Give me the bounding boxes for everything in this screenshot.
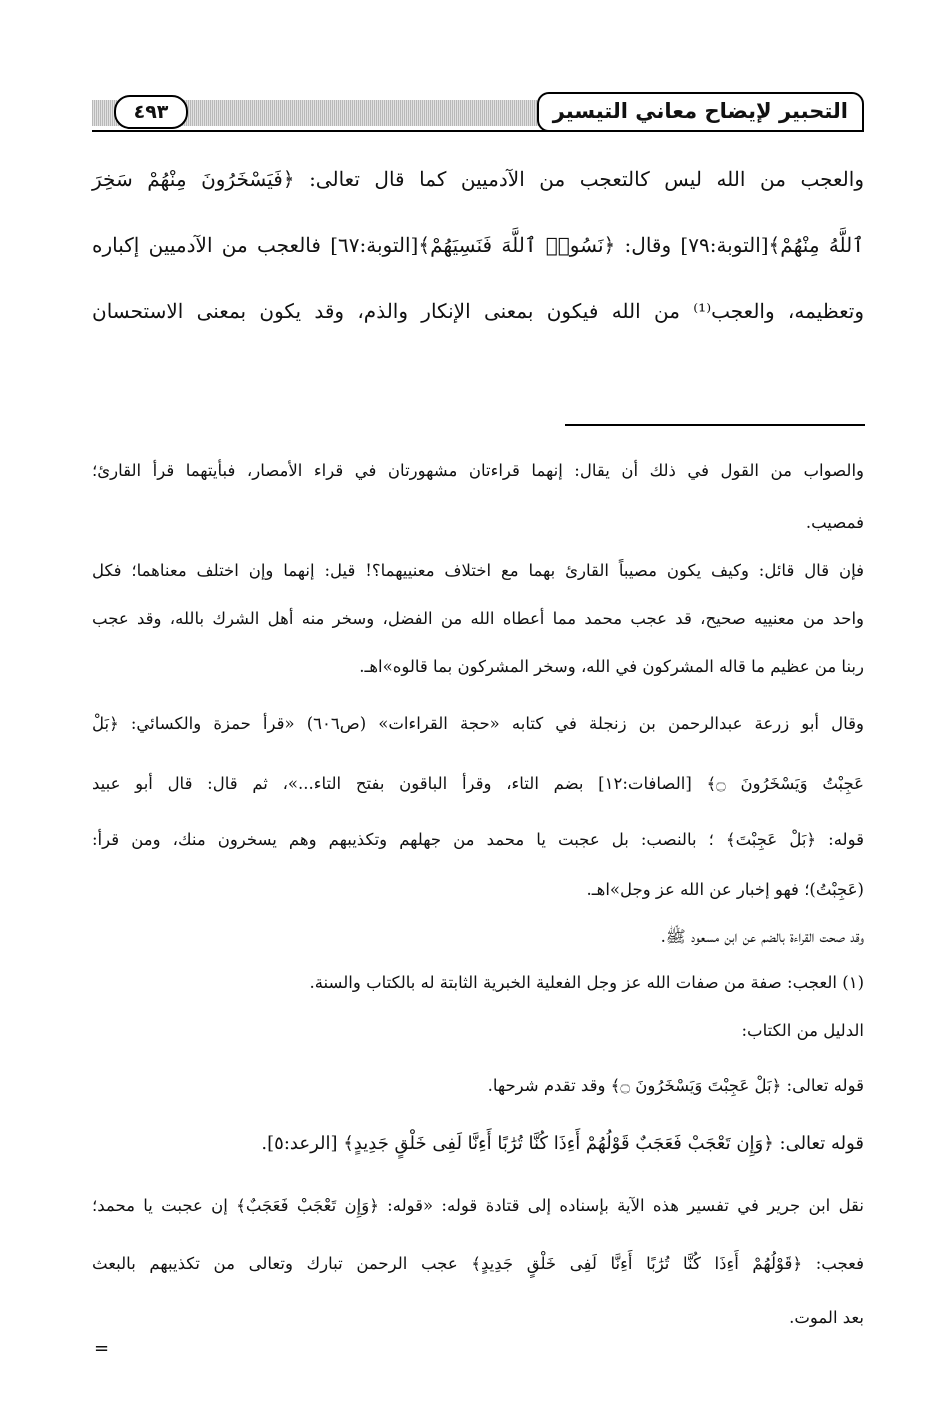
running-header	[92, 92, 864, 138]
main-line: وتعظيمه، والعجب⁽¹⁾ من الله فيكون بمعنى الإنكار والذم، وقد يكون بمعنى الاستحسان	[92, 299, 864, 323]
main-text	[92, 146, 864, 344]
main-line: ٱللَّهُ مِنْهُمْ﴾[التوبة:٧٩] وقال: ﴿نَسُوا۟ ٱللَّهَ فَنَسِيَهُمْ﴾[التوبة:٦٧] فالعجب من الآدميين إكباره	[92, 233, 864, 257]
main-line: والعجب من الله ليس كالتعجب من الآدميين كما قال تعالى: ﴿فَيَسْخَرُونَ مِنْهُمْ سَخِرَ	[92, 167, 864, 191]
footnote-line: فمصيب.	[805, 513, 864, 532]
footnote-line: قوله تعالى: ﴿بَلْ عَجِبْتَ وَيَسْخَرُونَ ۝﴾ وقد تقدم شرحها.	[487, 1076, 864, 1095]
footnote-line: واحد من معنييه صحيح، قد عجب محمد مما أعطاه الله من الفضل، وسخر منه أهل الشرك بالله، وقد عجب	[92, 609, 864, 628]
footnote-line: وقال أبو زرعة عبدالرحمن بن زنجلة في كتابه «حجة القراءات» (ص٦٠٦) «قرأ حمزة والكسائي: ﴿بَلْ	[92, 714, 864, 733]
footnote-line: نقل ابن جرير في تفسير هذه الآية بإسناده إلى قتادة قوله: «قوله: ﴿وَإِن تَعْجَبْ فَعَجَبٌ﴾ إن عجبت يا محمد؛	[92, 1196, 864, 1215]
footnote-line: قوله تعالى: ﴿وَإِن تَعْجَبْ فَعَجَبٌ قَوْلُهُمْ أَءِذَا كُنَّا تُرَٰبًا أَءِنَّا لَفِى خَلْقٍ جَدِيدٍ﴾ [الرعد:٥].	[261, 1133, 864, 1154]
footnote-line: وقد صحت القراءة بالضم عن ابن مسعود ﷺ.	[660, 927, 864, 946]
footnote-line: قوله: ﴿بَلْ عَجِبْتَ﴾ ؛ بالنصب: بل عجبت يا محمد من جهلهم وتكذيبهم وهم يسخرون منك، ومن قرأ:	[92, 830, 864, 849]
footnote-line: والصواب من القول في ذلك أن يقال: إنهما قراءتان مشهورتان في قراء الأمصار، فبأيتهما قرأ القارئ؛	[92, 461, 864, 480]
footnote-line: فعجب: ﴿قَوْلُهُمْ أَءِذَا كُنَّا تُرَٰبًا أَءِنَّا لَفِى خَلْقٍ جَدِيدٍ﴾ عجب الرحمن تبارك وتعالى من تكذيبهم بالبعث	[92, 1254, 864, 1273]
book-title: التحبير لإيضاح معاني التيسير	[537, 92, 864, 132]
footnote-line: بعد الموت.	[789, 1308, 864, 1327]
footnote-line: (١) العجب: صفة من صفات الله عز وجل الفعلية الخبرية الثابتة له بالكتاب والسنة.	[309, 973, 864, 992]
footnote-line: ربنا من عظيم ما قاله المشركون في الله، وسخر المشركون بما قالوه»اهـ.	[359, 657, 864, 676]
footnote-divider	[565, 424, 865, 426]
footnote-line: عَجِبْتُ وَيَسْخَرُونَ ۝﴾ [الصافات:١٢] بضم التاء، وقرأ الباقون بفتح التاء...»، ثم قال: قال أبو عبيد	[92, 774, 864, 793]
continuation-mark: =	[94, 1338, 110, 1359]
footnote-line: (عَجِبْتُ)؛ فهو إخبار عن الله عز وجل»اهـ.	[586, 880, 864, 899]
page-number: ٤٩٣	[114, 95, 188, 129]
footnote-line: الدليل من الكتاب:	[741, 1021, 864, 1040]
footnote-line: فإن قال قائل: وكيف يكون مصيباً القارئ بهما مع اختلاف معنييهما؟! قيل: إنهما وإن اختلف معناهما؛ فكل	[92, 561, 864, 580]
